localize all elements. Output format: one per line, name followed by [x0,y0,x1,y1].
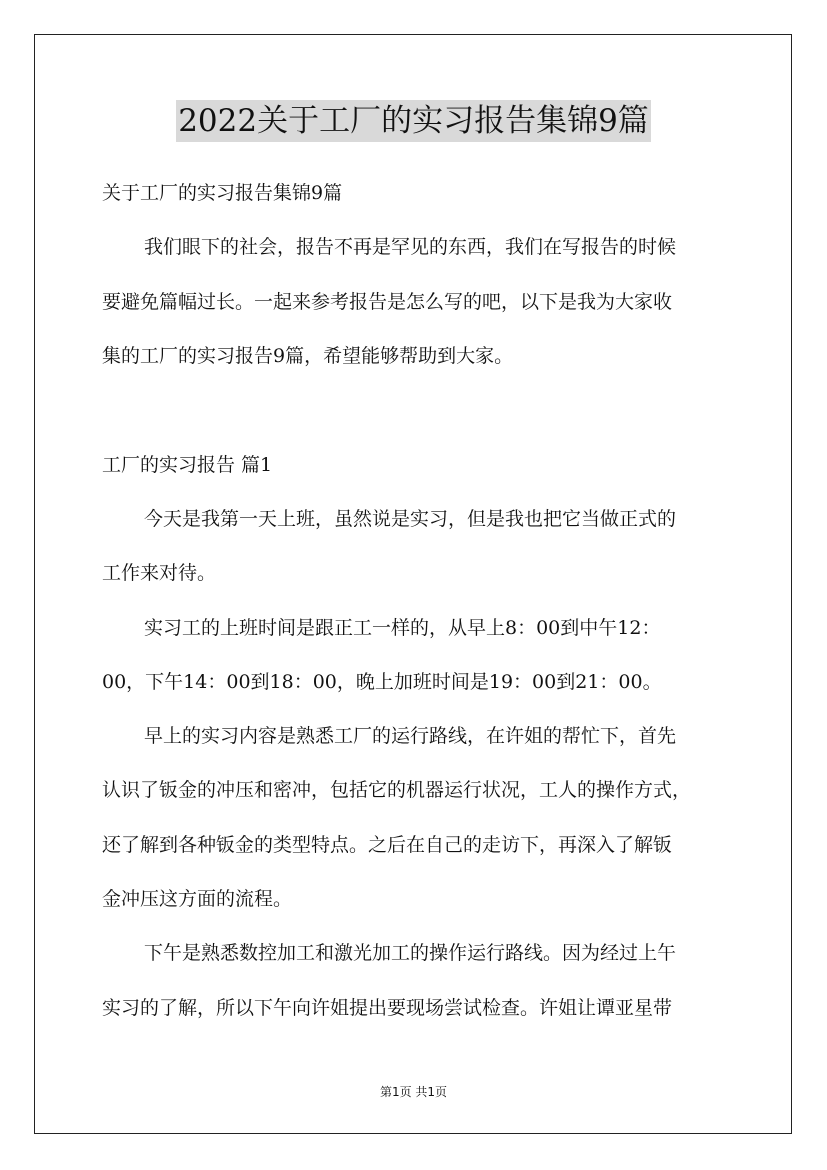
paragraph-line: 金冲压这方面的流程。 [102,888,293,910]
paragraph-line: 实习的了解，所以下午向许姐提出要现场尝试检查。许姐让谭亚星带 [102,997,673,1019]
intro-line: 集的工厂的实习报告9篇，希望能够帮助到大家。 [102,345,514,367]
document-title: 2022关于工厂的实习报告集锦9篇 [176,100,651,142]
page-footer: 第1页 共1页 [379,1085,448,1099]
paragraph-line: 00，下午14：00到18：00，晚上加班时间是19：00到21：00。 [102,671,662,693]
section-heading: 工厂的实习报告 篇1 [102,454,273,476]
title-container [0,100,827,142]
paragraph-line: 实习工的上班时间是跟正工一样的，从早上8：00到中午12： [144,617,661,639]
paragraph-line: 认识了钣金的冲压和密冲，包括它的机器运行状况，工人的操作方式， [102,779,692,801]
paragraph-line: 早上的实习内容是熟悉工厂的运行路线，在许姐的帮忙下，首先 [144,725,677,747]
intro-line: 要避免篇幅过长。一起来参考报告是怎么写的吧，以下是我为大家收 [102,291,673,313]
document-subtitle: 关于工厂的实习报告集锦9篇 [102,182,343,204]
paragraph-line: 下午是熟悉数控加工和激光加工的操作运行路线。因为经过上午 [144,942,677,964]
paragraph-line: 工作来对待。 [102,562,217,584]
intro-line: 我们眼下的社会，报告不再是罕见的东西，我们在写报告的时候 [144,236,677,258]
paragraph-line: 还了解到各种钣金的类型特点。之后在自己的走访下，再深入了解钣 [102,834,673,856]
paragraph-line: 今天是我第一天上班，虽然说是实习，但是我也把它当做正式的 [144,508,677,530]
